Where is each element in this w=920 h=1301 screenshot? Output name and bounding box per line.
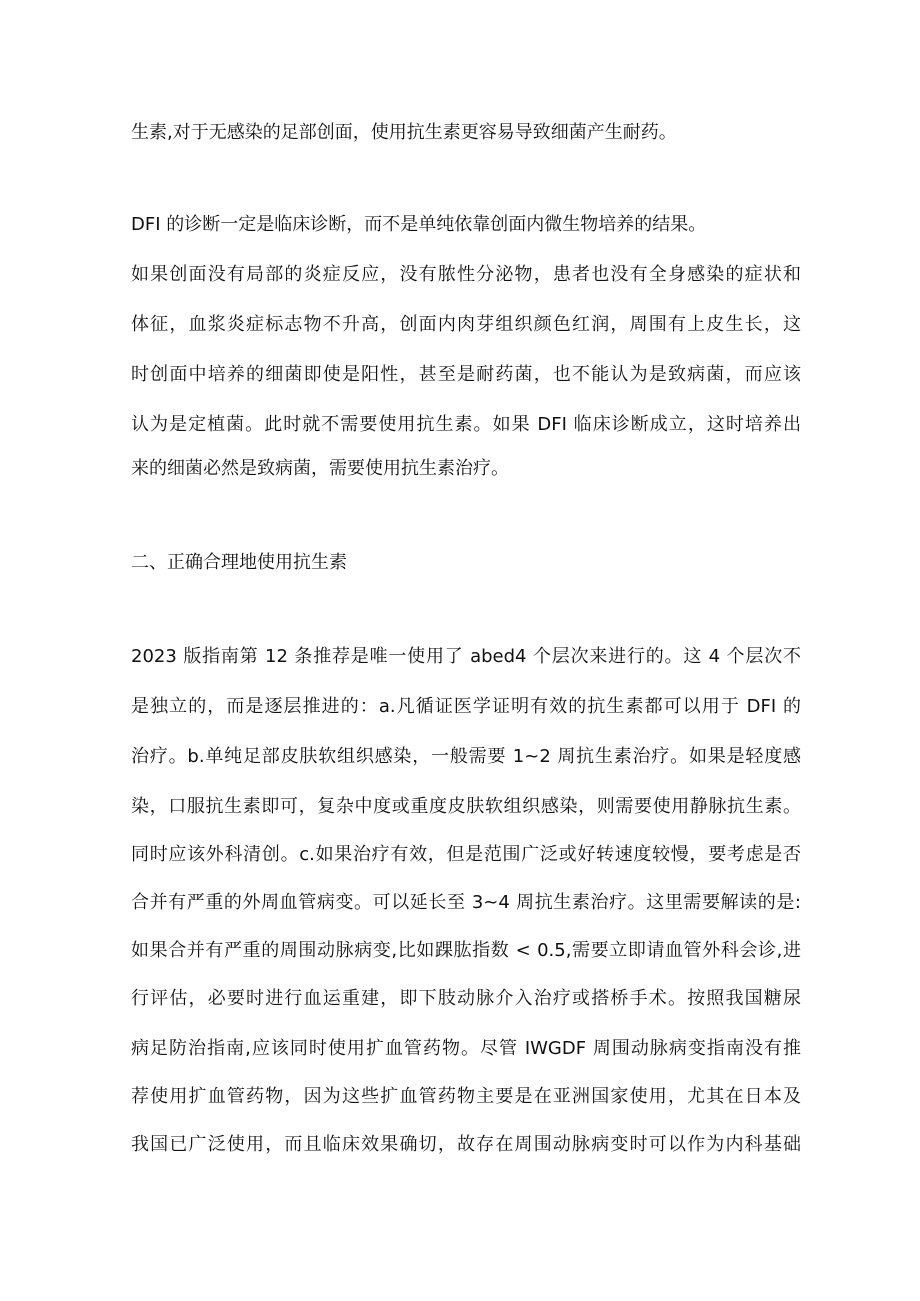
paragraph-2-line-1: DFI 的诊断一定是临床诊断，而不是单纯依靠创面内微生物培养的结果。 [131, 214, 707, 235]
paragraph-2-line-3: 体征，血浆炎症标志物不升高，创面内肉芽组织颜色红润，周围有上皮生长，这 [131, 314, 801, 335]
paragraph-3-line-8: 行评估，必要时进行血运重建，即下肢动脉介入治疗或搭桥手术。按照我国糖尿 [131, 988, 801, 1009]
paragraph-2-line-5: 认为是定植菌。此时就不需要使用抗生素。如果 DFI 临床诊断成立，这时培养出 [131, 414, 801, 435]
paragraph-3-line-6: 合并有严重的外周血管病变。可以延长至 3~4 周抗生素治疗。这里需要解读的是: [131, 892, 801, 913]
paragraph-2-line-6: 来的细菌必然是致病菌，需要使用抗生素治疗。 [131, 458, 509, 479]
paragraph-1-line-1: 生素,对于无感染的足部创面，使用抗生素更容易导致细菌产生耐药。 [131, 122, 677, 143]
paragraph-3-line-1: 2023 版指南第 12 条推荐是唯一使用了 abed4 个层次来进行的。这 4 个层次不 [131, 646, 801, 667]
paragraph-3-line-3: 治疗。b.单纯足部皮肤软组织感染，一般需要 1~2 周抗生素治疗。如果是轻度感 [131, 746, 801, 767]
paragraph-3-line-2: 是独立的，而是逐层推进的：a.凡循证医学证明有效的抗生素都可以用于 DFI 的 [131, 696, 801, 717]
paragraph-3-line-9: 病足防治指南,应该同时使用扩血管药物。尽管 IWGDF 周围动脉病变指南没有推 [131, 1038, 801, 1059]
paragraph-3-line-11: 我国已广泛使用，而且临床效果确切，故存在周围动脉病变时可以作为内科基础 [131, 1134, 801, 1155]
paragraph-2-line-2: 如果创面没有局部的炎症反应，没有脓性分泌物，患者也没有全身感染的症状和 [131, 264, 801, 285]
paragraph-3-line-10: 荐使用扩血管药物，因为这些扩血管药物主要是在亚洲国家使用，尤其在日本及 [131, 1086, 801, 1107]
section-heading: 二、正确合理地使用抗生素 [131, 552, 347, 573]
paragraph-3-line-7: 如果合并有严重的周围动脉病变,比如踝肱指数 < 0.5,需要立即请血管外科会诊,进 [131, 940, 801, 961]
paragraph-2-line-4: 时创面中培养的细菌即使是阳性，甚至是耐药菌，也不能认为是致病菌，而应该 [131, 364, 801, 385]
paragraph-3-line-5: 同时应该外科清创。c.如果治疗有效，但是范围广泛或好转速度较慢，要考虑是否 [131, 844, 801, 865]
paragraph-3-line-4: 染，口服抗生素即可，复杂中度或重度皮肤软组织感染，则需要使用静脉抗生素。 [131, 796, 801, 817]
